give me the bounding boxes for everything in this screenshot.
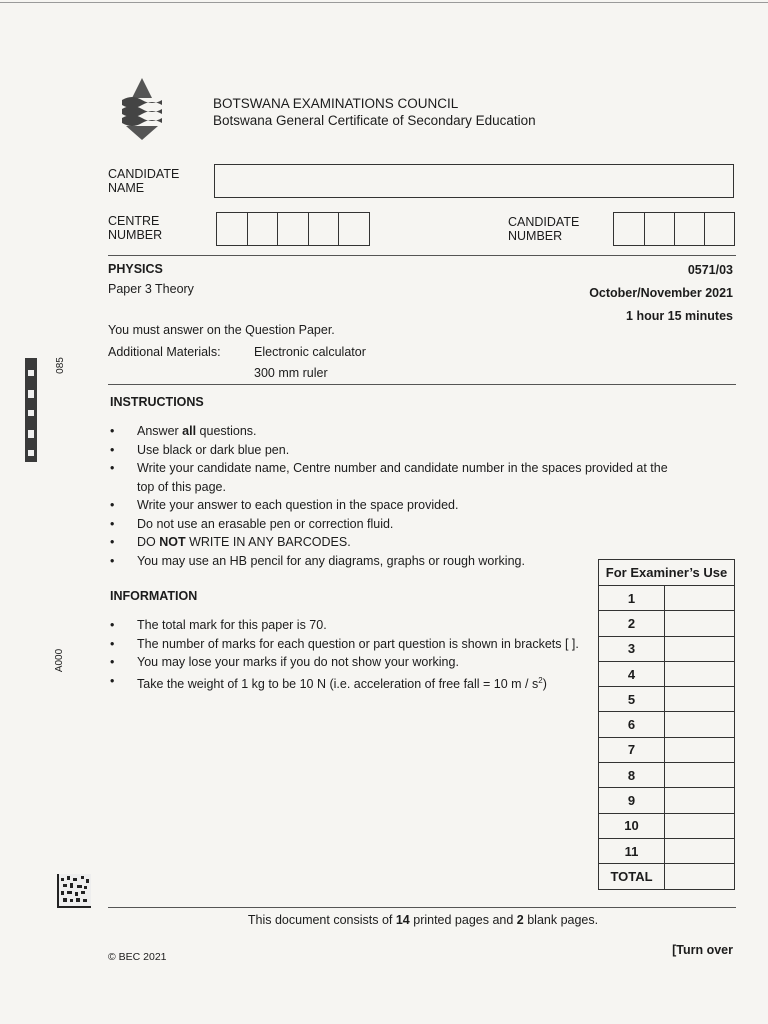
question-number: 10 (599, 813, 665, 838)
table-row (599, 788, 735, 813)
table-row (599, 687, 735, 712)
page-count-note: This document consists of 14 printed pages and 2 blank pages. (247, 913, 599, 927)
table-row (599, 737, 735, 762)
top-rule (0, 2, 768, 3)
subject: PHYSICS (108, 262, 163, 276)
candidate-number-cell[interactable] (705, 213, 734, 245)
total-cell[interactable] (665, 864, 735, 889)
total-label: TOTAL (599, 864, 665, 889)
mark-cell[interactable] (665, 838, 735, 863)
candidate-number-cell[interactable] (614, 213, 645, 245)
margin-code: A000 (54, 648, 66, 673)
answer-note: You must answer on the Question Paper. (108, 323, 335, 337)
mark-cell[interactable] (665, 763, 735, 788)
divider (108, 255, 736, 256)
side-barcode-icon (25, 358, 37, 462)
copyright: © BEC 2021 (108, 951, 167, 963)
paper-code: 0571/03 (687, 263, 733, 277)
information-heading: INFORMATION (110, 589, 198, 603)
candidate-number-label: CANDIDATE NUMBER (508, 215, 580, 243)
table-row (599, 763, 735, 788)
paper-name: Paper 3 Theory (108, 282, 194, 296)
instructions-list (110, 422, 670, 570)
mark-cell[interactable] (665, 636, 735, 661)
mark-cell[interactable] (665, 788, 735, 813)
candidate-number-field[interactable] (613, 212, 735, 246)
mark-cell[interactable] (665, 712, 735, 737)
table-row (599, 586, 735, 611)
list-item: • The total mark for this paper is 70. (110, 616, 590, 635)
list-item: • You may lose your marks if you do not show your working. (110, 653, 590, 672)
centre-number-cell[interactable] (217, 213, 248, 245)
examiner-table (598, 559, 735, 890)
question-number: 5 (599, 687, 665, 712)
list-item: • Write your answer to each question in the space provided. (110, 496, 670, 515)
mark-cell[interactable] (665, 586, 735, 611)
mark-cell[interactable] (665, 737, 735, 762)
divider (108, 907, 736, 908)
bec-logo-icon (118, 76, 166, 142)
list-item: • Answer all questions. (110, 422, 670, 441)
material-item: 300 mm ruler (254, 366, 328, 380)
list-item: • Take the weight of 1 kg to be 10 N (i.e. acceleration of free fall = 10 m / $s^2$) (110, 672, 590, 694)
centre-number-cell[interactable] (309, 213, 339, 245)
divider (108, 384, 736, 385)
session: October/November 2021 (589, 286, 733, 300)
centre-number-cell[interactable] (278, 213, 309, 245)
question-number: 9 (599, 788, 665, 813)
table-row (599, 636, 735, 661)
candidate-number-cell[interactable] (675, 213, 705, 245)
list-item: • Use black or dark blue pen. (110, 441, 670, 460)
table-row (599, 712, 735, 737)
qr-code-icon (57, 874, 91, 908)
question-number: 11 (599, 838, 665, 863)
list-item: • The number of marks for each question or part question is shown in brackets [ ]. (110, 635, 590, 654)
candidate-name-field[interactable] (214, 164, 734, 198)
table-row (599, 864, 735, 889)
mark-cell[interactable] (665, 661, 735, 686)
table-row (599, 661, 735, 686)
list-item: • You may use an HB pencil for any diagrams, graphs or rough working. (110, 552, 670, 571)
margin-code: 085 (54, 357, 66, 374)
list-item: • Do not use an erasable pen or correction fluid. (110, 515, 670, 534)
mark-cell[interactable] (665, 687, 735, 712)
centre-number-cell[interactable] (339, 213, 369, 245)
material-item: Electronic calculator (254, 345, 366, 359)
examiner-heading: For Examiner’s Use (599, 560, 735, 586)
question-number: 1 (599, 586, 665, 611)
candidate-number-cell[interactable] (645, 213, 675, 245)
instructions-heading: INSTRUCTIONS (110, 395, 204, 409)
materials-label: Additional Materials: (108, 345, 221, 359)
table-row (599, 611, 735, 636)
turn-over: [Turn over (672, 943, 733, 957)
question-number: 7 (599, 737, 665, 762)
centre-number-label: CENTRE NUMBER (108, 214, 163, 242)
header-titles (213, 95, 536, 129)
mark-cell[interactable] (665, 611, 735, 636)
table-row (599, 838, 735, 863)
centre-number-cell[interactable] (248, 213, 278, 245)
list-item: • Write your candidate name, Centre number and candidate number in the spaces provided at the top of this page. (110, 459, 670, 496)
information-list (110, 616, 590, 693)
duration: 1 hour 15 minutes (626, 309, 733, 323)
question-number: 4 (599, 661, 665, 686)
certificate-name: Botswana General Certificate of Secondary Education (213, 113, 536, 128)
list-item: • DO NOT WRITE IN ANY BARCODES. (110, 533, 670, 552)
question-number: 3 (599, 636, 665, 661)
centre-number-field[interactable] (216, 212, 370, 246)
question-number: 8 (599, 763, 665, 788)
mark-cell[interactable] (665, 813, 735, 838)
candidate-name-label: CANDIDATE NAME (108, 167, 180, 195)
question-number: 2 (599, 611, 665, 636)
question-number: 6 (599, 712, 665, 737)
table-row (599, 813, 735, 838)
council-name: BOTSWANA EXAMINATIONS COUNCIL (213, 96, 459, 111)
